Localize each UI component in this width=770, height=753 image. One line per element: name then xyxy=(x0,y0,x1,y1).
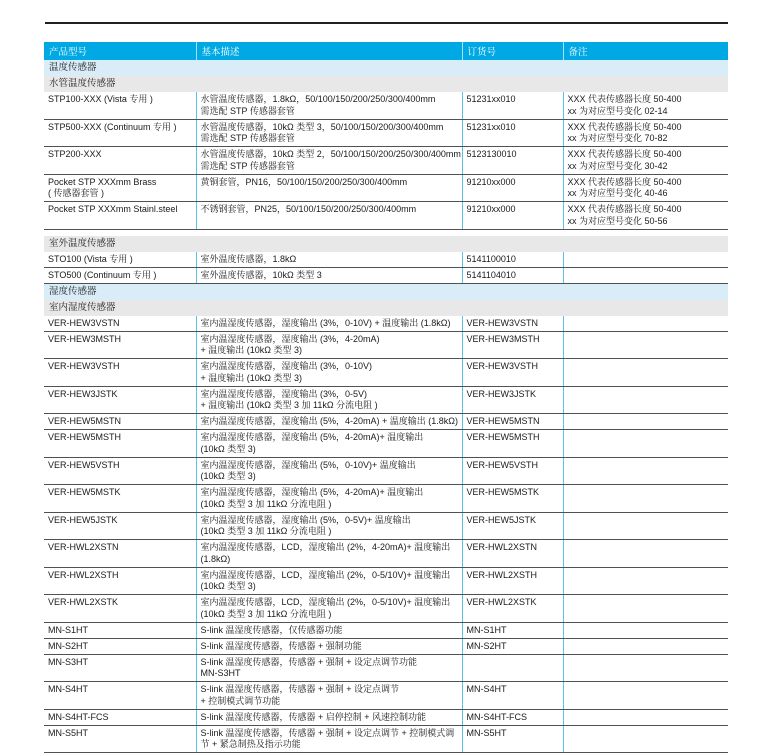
description-text: (1.8kΩ) xyxy=(200,553,231,564)
order-number-text: 91210xx000 xyxy=(466,204,516,214)
description-text: + 控制模式调节功能 xyxy=(200,695,281,706)
order-number-text: VER-HWL2XSTH xyxy=(466,569,538,580)
description-text: S-link 温湿度传感器，传感器 + 强制功能 xyxy=(200,640,362,651)
model-text: MN-S3HT xyxy=(48,656,88,667)
remarks-cell xyxy=(563,622,728,638)
order-number-text: VER-HEW3VSTH xyxy=(466,361,539,371)
description-text: 室内温湿度传感器，湿度输出 (5%，0-5V)+ 温度输出 xyxy=(200,514,411,525)
model-cell xyxy=(44,202,196,230)
model-text: STP200-XXX xyxy=(48,149,102,159)
description-text: 室内温湿度传感器，湿度输出 (3%，4-20mA) xyxy=(200,333,380,344)
model-cell xyxy=(44,485,196,513)
order-number-cell xyxy=(462,709,563,725)
model-text: VER-HWL2XSTK xyxy=(48,597,119,607)
table-row xyxy=(44,622,728,638)
table-row xyxy=(44,682,728,710)
table-row xyxy=(44,331,728,359)
column-header-model: 产品型号 xyxy=(44,42,196,60)
description-text: 室内温湿度传感器，湿度输出 (5%，4-20mA)+ 温度输出 xyxy=(200,432,424,442)
order-number-text: MN-S5HT xyxy=(466,727,507,738)
section-row xyxy=(44,236,728,252)
description-cell xyxy=(196,512,462,540)
order-number-cell xyxy=(462,174,563,202)
description-text: 室内温湿度传感器，LCD，湿度输出 (2%，0-5/10V)+ 温度输出 xyxy=(200,569,451,580)
description-text: + 温度输出 (10kΩ 类型 3 加 11kΩ 分流电阻 ) xyxy=(200,400,378,410)
remarks-text: xx 为对应型号变化 50-56 xyxy=(567,215,668,226)
description-cell xyxy=(196,485,462,513)
description-text: 需选配 STP 传感器套管 xyxy=(200,160,295,171)
model-text: VER-HEW3VSTN xyxy=(48,317,120,328)
table-row xyxy=(44,202,728,230)
description-cell xyxy=(196,709,462,725)
description-cell xyxy=(196,202,462,230)
model-cell xyxy=(44,316,196,332)
order-number-cell xyxy=(462,682,563,710)
section-label: 室外温度传感器 xyxy=(44,236,728,252)
remarks-text: XXX 代表传感器长度 50-400 xyxy=(567,204,682,214)
table-row xyxy=(44,92,728,119)
model-cell xyxy=(44,386,196,414)
description-text: 黄铜套管，PN16，50/100/150/200/250/300/400mm xyxy=(200,176,408,187)
description-text: (10kΩ 类型 3) xyxy=(200,581,256,591)
order-number-text: 91210xx000 xyxy=(466,176,516,187)
remarks-cell xyxy=(563,202,728,230)
table-header xyxy=(44,42,728,60)
description-cell xyxy=(196,92,462,119)
description-cell xyxy=(196,540,462,568)
table-row xyxy=(44,457,728,485)
model-text: VER-HEW5MSTN xyxy=(48,416,122,426)
table-header-row xyxy=(44,42,728,60)
model-cell xyxy=(44,147,196,175)
table-row xyxy=(44,430,728,458)
order-number-text: MN-S1HT xyxy=(466,624,507,635)
remarks-cell xyxy=(563,147,728,175)
order-number-text: MN-S4HT xyxy=(466,684,507,694)
order-number-cell xyxy=(462,119,563,147)
model-text: VER-HEW3JSTK xyxy=(48,388,118,399)
order-number-cell xyxy=(462,595,563,623)
model-text: MN-S4HT-FCS xyxy=(48,711,109,722)
description-text: S-link 温湿度传感器，传感器 + 强制 + 设定点调节功能 xyxy=(200,656,418,667)
order-number-text: VER-HEW5VSTH xyxy=(466,459,539,470)
order-number-text: VER-HEW5MSTK xyxy=(466,487,540,497)
table-row xyxy=(44,567,728,595)
remarks-cell xyxy=(563,174,728,202)
description-text: 室内温湿度传感器，湿度输出 (3%，0-10V) xyxy=(200,361,373,371)
order-number-text: VER-HEW5MSTH xyxy=(466,432,540,442)
table-row xyxy=(44,174,728,202)
table-body xyxy=(44,60,728,753)
order-number-text: VER-HWL2XSTN xyxy=(466,542,538,552)
order-number-cell xyxy=(462,316,563,332)
model-cell xyxy=(44,595,196,623)
model-cell xyxy=(44,414,196,430)
description-text: (10kΩ 类型 3 加 11kΩ 分流电阻 ) xyxy=(200,498,332,509)
description-cell xyxy=(196,359,462,387)
remarks-text: XXX 代表传感器长度 50-400 xyxy=(567,176,682,187)
remarks-cell xyxy=(563,331,728,359)
order-number-cell xyxy=(462,457,563,485)
model-cell xyxy=(44,622,196,638)
table-row xyxy=(44,252,728,268)
model-text: VER-HEW3VSTH xyxy=(48,361,120,371)
order-number-text: 51231xx010 xyxy=(466,94,516,104)
section-row xyxy=(44,76,728,92)
section-row xyxy=(44,283,728,300)
model-cell xyxy=(44,457,196,485)
product-table xyxy=(44,42,728,753)
remarks-cell xyxy=(563,725,728,753)
description-cell xyxy=(196,386,462,414)
order-number-cell xyxy=(462,430,563,458)
description-text: S-link 温湿度传感器，传感器 + 启停控制 + 风速控制功能 xyxy=(200,711,427,722)
model-text: ( 传感器套管 ) xyxy=(48,188,104,198)
description-cell xyxy=(196,430,462,458)
table-row xyxy=(44,540,728,568)
description-cell xyxy=(196,252,462,268)
description-text: 室内温湿度传感器，湿度输出 (5%，0-10V)+ 温度输出 xyxy=(200,459,416,470)
model-text: Pocket STP XXXmm Stainl.steel xyxy=(48,204,178,214)
model-text: STO500 (Continuum 专用 ) xyxy=(48,269,157,280)
model-text: VER-HEW5MSTK xyxy=(48,487,121,497)
table-row xyxy=(44,485,728,513)
description-cell xyxy=(196,682,462,710)
description-text: 不锈钢套管，PN25，50/100/150/200/250/300/400mm xyxy=(200,204,417,214)
remarks-cell xyxy=(563,485,728,513)
description-text: + 温度输出 (10kΩ 类型 3) xyxy=(200,372,302,383)
model-text: VER-HEW5JSTK xyxy=(48,514,118,525)
model-text: VER-HWL2XSTN xyxy=(48,542,119,552)
section-row xyxy=(44,60,728,76)
model-text: STO100 (Vista 专用 ) xyxy=(48,253,133,264)
order-number-text: VER-HEW3VSTN xyxy=(466,317,539,328)
section-label: 室内湿度传感器 xyxy=(44,300,728,316)
description-text: MN-S3HT xyxy=(200,668,241,678)
description-text: 水管温度传感器，10kΩ 类型 3，50/100/150/200/300/400mm xyxy=(200,121,444,132)
table-row xyxy=(44,654,728,682)
model-cell xyxy=(44,567,196,595)
order-number-text: VER-HWL2XSTK xyxy=(466,597,537,607)
table-row xyxy=(44,725,728,753)
order-number-cell xyxy=(462,567,563,595)
order-number-cell xyxy=(462,331,563,359)
remarks-cell xyxy=(563,512,728,540)
model-cell xyxy=(44,709,196,725)
remarks-text: xx 为对应型号变化 40-46 xyxy=(567,188,668,198)
model-text: STP100-XXX (Vista 专用 ) xyxy=(48,94,153,104)
order-number-cell xyxy=(462,485,563,513)
table-row xyxy=(44,359,728,387)
order-number-cell xyxy=(462,414,563,430)
remarks-cell xyxy=(563,457,728,485)
remarks-cell xyxy=(563,414,728,430)
order-number-text: 51231xx010 xyxy=(466,121,516,132)
description-text: 水管温度传感器，1.8kΩ，50/100/150/200/250/300/400mm xyxy=(200,94,436,104)
description-text: S-link 温湿度传感器，仅传感器功能 xyxy=(200,624,343,635)
model-cell xyxy=(44,267,196,283)
model-cell xyxy=(44,174,196,202)
description-cell xyxy=(196,316,462,332)
model-text: MN-S5HT xyxy=(48,727,88,738)
model-cell xyxy=(44,331,196,359)
description-text: 室内温湿度传感器，湿度输出 (5%，4-20mA)+ 温度输出 xyxy=(200,487,424,497)
order-number-cell xyxy=(462,540,563,568)
description-text: (10kΩ 类型 3) xyxy=(200,443,256,454)
remarks-cell xyxy=(563,682,728,710)
model-text: VER-HEW3MSTH xyxy=(48,333,122,344)
description-text: (10kΩ 类型 3 加 11kΩ 分流电阻 ) xyxy=(200,526,332,536)
description-text: 室内温湿度传感器，湿度输出 (3%，0-10V) + 温度输出 (1.8kΩ) xyxy=(200,317,451,328)
model-cell xyxy=(44,682,196,710)
order-number-text: MN-S2HT xyxy=(466,640,507,651)
remarks-cell xyxy=(563,92,728,119)
model-text: Pocket STP XXXmm Brass xyxy=(48,176,157,187)
description-text: S-link 温湿度传感器，传感器 + 强制 + 设定点调节 xyxy=(200,684,400,694)
description-text: (10kΩ 类型 3 加 11kΩ 分流电阻 ) xyxy=(200,608,332,619)
table-row xyxy=(44,267,728,283)
remarks-text: XXX 代表传感器长度 50-400 xyxy=(567,149,682,159)
description-cell xyxy=(196,622,462,638)
table-row xyxy=(44,119,728,147)
description-text: 室外温度传感器，10kΩ 类型 3 xyxy=(200,269,322,280)
remarks-cell xyxy=(563,316,728,332)
remarks-cell xyxy=(563,430,728,458)
remarks-cell xyxy=(563,567,728,595)
description-cell xyxy=(196,654,462,682)
description-text: 室内温湿度传感器，湿度输出 (5%，4-20mA) + 温度输出 (1.8kΩ) xyxy=(200,416,459,426)
section-label: 水管温度传感器 xyxy=(44,76,728,92)
remarks-text: xx 为对应型号变化 30-42 xyxy=(567,160,668,171)
description-cell xyxy=(196,267,462,283)
remarks-text: xx 为对应型号变化 02-14 xyxy=(567,105,668,116)
remarks-cell xyxy=(563,359,728,387)
model-cell xyxy=(44,119,196,147)
description-text: 需选配 STP 传感器套管 xyxy=(200,133,295,143)
model-text: MN-S4HT xyxy=(48,684,88,694)
section-label: 温度传感器 xyxy=(44,60,728,76)
order-number-cell xyxy=(462,638,563,654)
section-row xyxy=(44,300,728,316)
order-number-cell xyxy=(462,252,563,268)
model-text: VER-HEW5MSTH xyxy=(48,432,122,442)
order-number-cell xyxy=(462,147,563,175)
description-text: (10kΩ 类型 3) xyxy=(200,471,256,481)
remarks-text: XXX 代表传感器长度 50-400 xyxy=(567,121,682,132)
description-cell xyxy=(196,638,462,654)
model-cell xyxy=(44,725,196,753)
order-number-cell xyxy=(462,359,563,387)
order-number-text: 5141100010 xyxy=(466,253,516,264)
description-text: S-link 温湿度传感器，传感器 + 强制 + 设定点调节 + 控制模式调 xyxy=(200,727,455,738)
order-number-cell xyxy=(462,92,563,119)
order-number-text: VER-HEW3MSTH xyxy=(466,333,540,344)
description-text: 需选配 STP 传感器套管 xyxy=(200,105,295,116)
model-cell xyxy=(44,512,196,540)
description-cell xyxy=(196,331,462,359)
remarks-cell xyxy=(563,709,728,725)
order-number-text: VER-HEW5JSTK xyxy=(466,514,537,525)
description-cell xyxy=(196,147,462,175)
description-text: 节 + 紧急制热及指示功能 xyxy=(200,739,301,749)
order-number-text: 5123130010 xyxy=(466,149,517,159)
table-row xyxy=(44,595,728,623)
column-header-description: 基本描述 xyxy=(196,42,462,60)
model-text: MN-S2HT xyxy=(48,640,88,651)
description-cell xyxy=(196,174,462,202)
table-row xyxy=(44,147,728,175)
model-cell xyxy=(44,540,196,568)
remarks-cell xyxy=(563,252,728,268)
table-row xyxy=(44,709,728,725)
remarks-cell xyxy=(563,540,728,568)
table-row xyxy=(44,512,728,540)
remarks-cell xyxy=(563,654,728,682)
remarks-text: XXX 代表传感器长度 50-400 xyxy=(567,94,682,104)
table-row xyxy=(44,638,728,654)
description-text: 室外温度传感器，1.8kΩ xyxy=(200,253,297,264)
description-cell xyxy=(196,119,462,147)
column-header-remarks: 备注 xyxy=(563,42,728,60)
remarks-cell xyxy=(563,595,728,623)
remarks-cell xyxy=(563,267,728,283)
description-cell xyxy=(196,567,462,595)
description-cell xyxy=(196,595,462,623)
table-row xyxy=(44,414,728,430)
model-text: VER-HWL2XSTH xyxy=(48,569,119,580)
model-cell xyxy=(44,92,196,119)
order-number-cell xyxy=(462,622,563,638)
column-header-order-number: 订货号 xyxy=(462,42,563,60)
order-number-text: VER-HEW5MSTN xyxy=(466,416,540,426)
top-rule-divider xyxy=(45,22,728,24)
remarks-cell xyxy=(563,386,728,414)
section-label: 湿度传感器 xyxy=(44,283,728,300)
model-cell xyxy=(44,638,196,654)
order-number-text: VER-HEW3JSTK xyxy=(466,388,537,399)
remarks-text: xx 为对应型号变化 70-82 xyxy=(567,133,668,143)
description-text: 室内温湿度传感器，湿度输出 (3%，0-5V) xyxy=(200,388,368,399)
table-row xyxy=(44,316,728,332)
order-number-cell xyxy=(462,654,563,682)
description-text: + 温度输出 (10kΩ 类型 3) xyxy=(200,345,302,355)
order-number-cell xyxy=(462,512,563,540)
order-number-cell xyxy=(462,386,563,414)
remarks-cell xyxy=(563,638,728,654)
table-row xyxy=(44,386,728,414)
model-cell xyxy=(44,359,196,387)
description-text: 水管温度传感器，10kΩ 类型 2，50/100/150/200/250/300/400mm xyxy=(200,149,461,159)
model-cell xyxy=(44,654,196,682)
description-cell xyxy=(196,414,462,430)
description-text: 室内温湿度传感器，LCD，湿度输出 (2%，0-5/10V)+ 温度输出 xyxy=(200,597,451,607)
order-number-cell xyxy=(462,267,563,283)
description-cell xyxy=(196,457,462,485)
model-text: VER-HEW5VSTH xyxy=(48,459,120,470)
model-cell xyxy=(44,430,196,458)
model-cell xyxy=(44,252,196,268)
remarks-cell xyxy=(563,119,728,147)
model-text: MN-S1HT xyxy=(48,624,88,635)
order-number-text: MN-S4HT-FCS xyxy=(466,711,527,722)
description-text: 室内温湿度传感器，LCD，湿度输出 (2%，4-20mA)+ 温度输出 xyxy=(200,542,451,552)
order-number-cell xyxy=(462,725,563,753)
order-number-text: 5141104010 xyxy=(466,269,516,280)
description-cell xyxy=(196,725,462,753)
model-text: STP500-XXX (Continuum 专用 ) xyxy=(48,121,177,132)
order-number-cell xyxy=(462,202,563,230)
